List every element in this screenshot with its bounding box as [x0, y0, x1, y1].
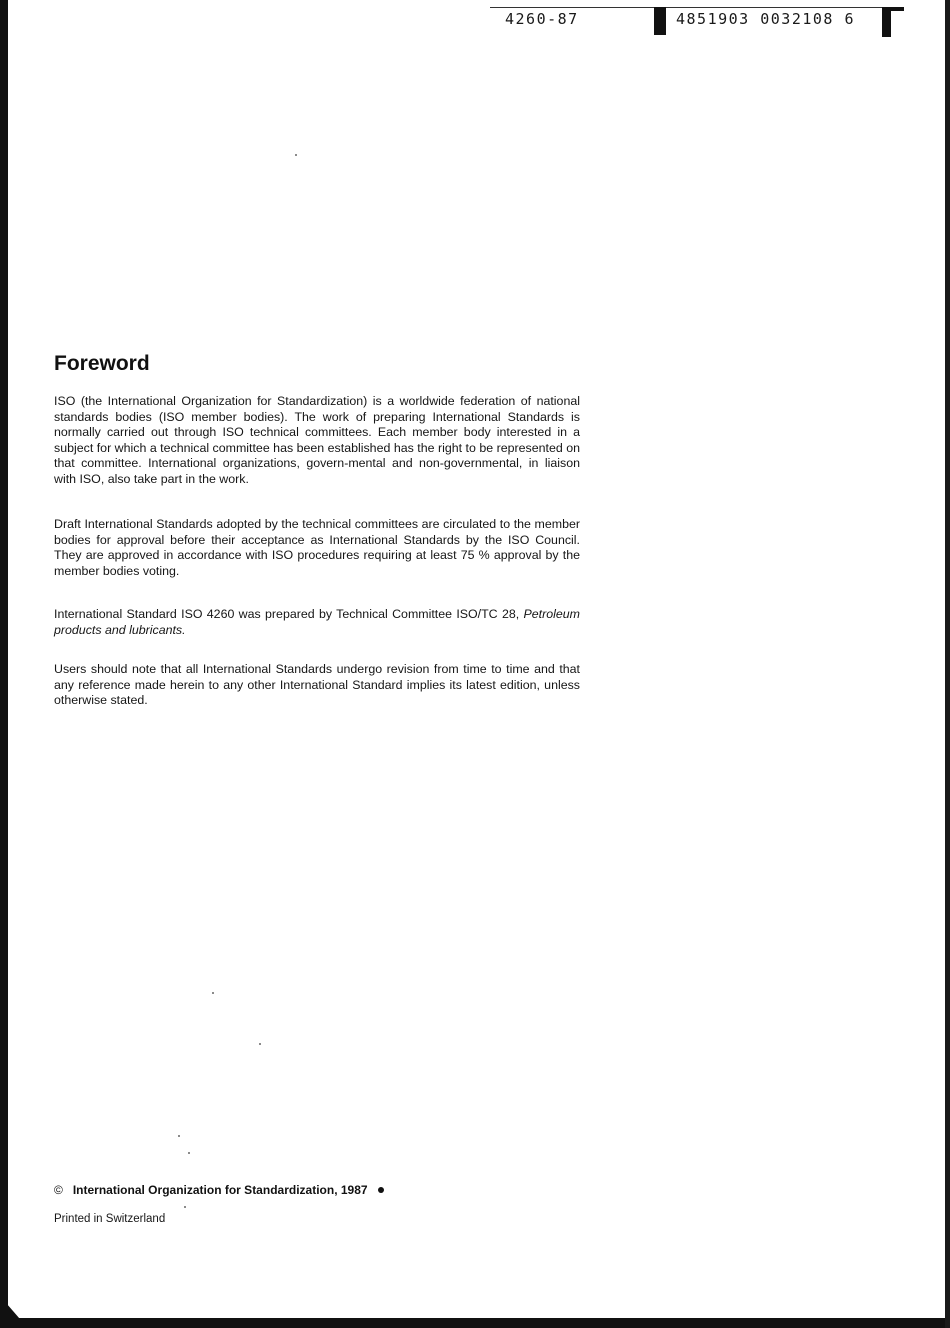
corner-mark: [882, 7, 904, 37]
scan-speck: [178, 1135, 180, 1137]
copyright-line: [54, 1183, 384, 1197]
registration-mark: [654, 7, 666, 35]
copyright-text: International Organization for Standardization, 1987: [72, 1183, 368, 1197]
document-code: 4260-87: [505, 10, 579, 28]
committee-title: Petroleum products and lubricants.: [54, 607, 580, 637]
scan-edge-right: [945, 0, 950, 1328]
bullet-icon: [378, 1187, 384, 1193]
scan-edge-bottom: [0, 1318, 950, 1328]
paragraph-iso-description: ISO (the International Organization for Standardization) is a worldwide federation of national standards bodies (ISO member bodies). The work of preparing International Standards is normally carried out through ISO technical committees. Each member body interested in a subject for which a technical committee has been established has the right to be represented on that committee. International organizations, govern-mental and non-governmental, in liaison with ISO, also take part in the work.: [54, 394, 580, 486]
page-title: Foreword: [54, 352, 150, 375]
copyright-icon: ©: [54, 1183, 63, 1197]
scan-speck: [212, 992, 214, 994]
scan-speck: [188, 1152, 190, 1154]
header-rule: [490, 7, 885, 8]
paragraph-revision-note: Users should note that all International Standards undergo revision from time to time and that any reference made herein to any other International Standard implies its latest edition, unless otherwise stated.: [54, 662, 580, 708]
paragraph-iso-4260-text: International Standard ISO 4260 was prepared by Technical Committee ISO/TC 28,: [54, 607, 520, 621]
scan-speck: [259, 1043, 261, 1045]
scan-speck: [295, 154, 297, 156]
paragraph-draft-standards: Draft International Standards adopted by the technical committees are circulated to the member bodies for approval before their acceptance as International Standards by the ISO Council. They are approved in accordance with ISO procedures requiring at least 75 % approval by the member bodies voting.: [54, 517, 580, 578]
printed-location: Printed in Switzerland: [54, 1213, 166, 1225]
scan-speck: [184, 1206, 186, 1208]
scan-edge-left: [0, 0, 8, 1318]
scan-code: 4851903 0032108 6: [676, 10, 856, 28]
paragraph-iso-4260: [54, 607, 580, 638]
